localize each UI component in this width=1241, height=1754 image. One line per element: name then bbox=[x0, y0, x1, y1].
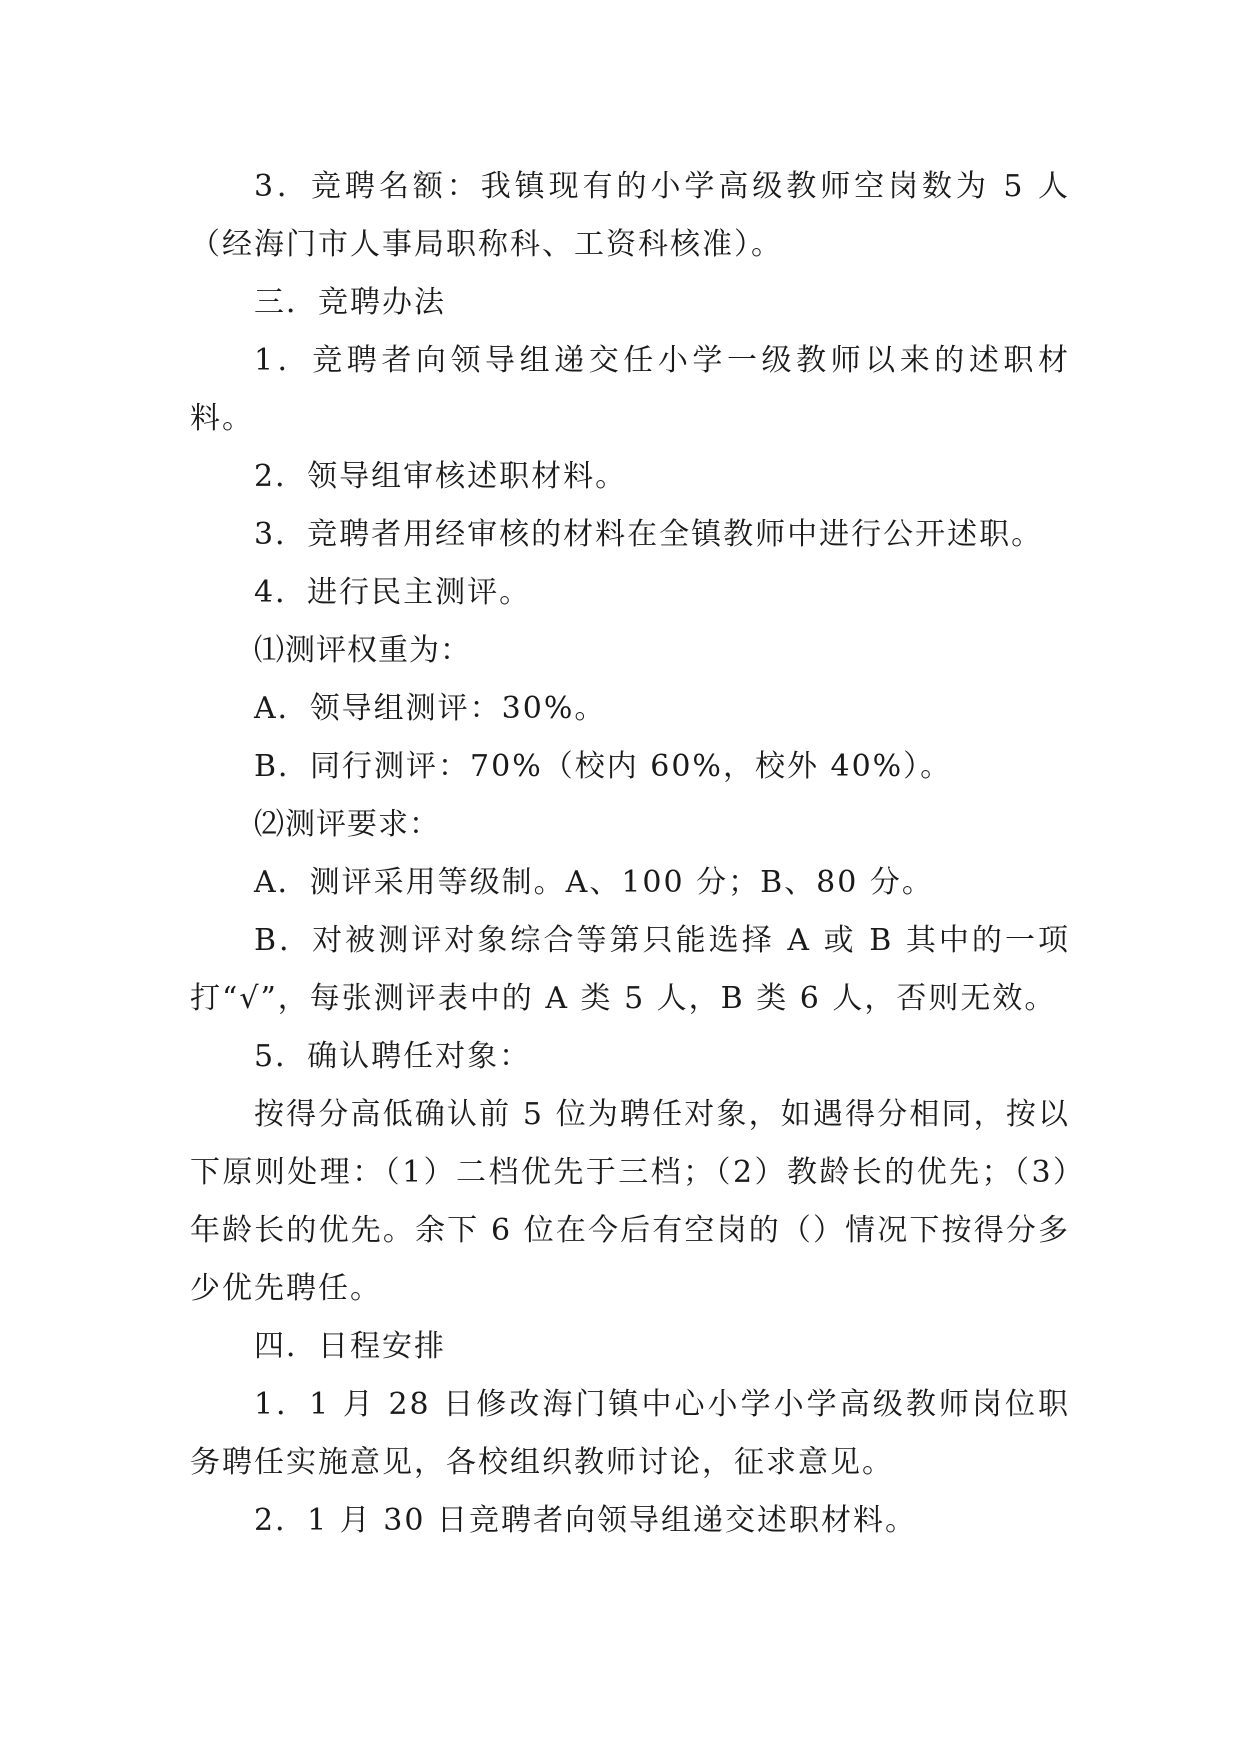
paragraph-weight-b: B．同行测评：70%（校内 60%，校外 40%）。 bbox=[254, 749, 953, 784]
paragraph-method-1: 1．竞聘者向领导组递交任小学一级教师以来的述职材料。 bbox=[190, 343, 1070, 436]
paragraph-method-4: 4．进行民主测评。 bbox=[254, 575, 532, 610]
paragraph-quota: 3．竞聘名额：我镇现有的小学高级教师空岗数为 5 人（经海门市人事局职称科、工资科核准）。 bbox=[190, 169, 1070, 262]
paragraph-weight-heading: ⑴测评权重为： bbox=[254, 633, 471, 668]
document-body bbox=[190, 158, 1070, 1550]
heading-schedule: 四．日程安排 bbox=[254, 1329, 446, 1364]
paragraph-method-5: 5．确认聘任对象： bbox=[254, 1039, 532, 1074]
paragraph-selection-rules: 按得分高低确认前 5 位为聘任对象，如遇得分相同，按以下原则处理：（1）二档优先于三档；（2）教龄长的优先；（3）年龄长的优先。余下 6 位在今后有空岗的（）情况下按得分多少优先聘任。 bbox=[190, 1097, 1070, 1306]
heading-method: 三．竞聘办法 bbox=[254, 285, 446, 320]
paragraph-requirement-b: B．对被测评对象综合等第只能选择 A 或 B 其中的一项打“√”，每张测评表中的 A 类 5 人，B 类 6 人，否则无效。 bbox=[190, 923, 1070, 1016]
paragraph-requirement-a: A．测评采用等级制。A、100 分；B、80 分。 bbox=[254, 865, 934, 900]
paragraph-requirement-heading: ⑵测评要求： bbox=[254, 807, 440, 842]
paragraph-method-2: 2．领导组审核述职材料。 bbox=[254, 459, 628, 494]
paragraph-schedule-1: 1．1 月 28 日修改海门镇中心小学小学高级教师岗位职务聘任实施意见，各校组织教师讨论，征求意见。 bbox=[190, 1387, 1070, 1480]
paragraph-schedule-2: 2．1 月 30 日竞聘者向领导组递交述职材料。 bbox=[254, 1503, 917, 1538]
paragraph-weight-a: A．领导组测评：30%。 bbox=[254, 691, 607, 726]
paragraph-method-3: 3．竞聘者用经审核的材料在全镇教师中进行公开述职。 bbox=[254, 517, 1044, 552]
